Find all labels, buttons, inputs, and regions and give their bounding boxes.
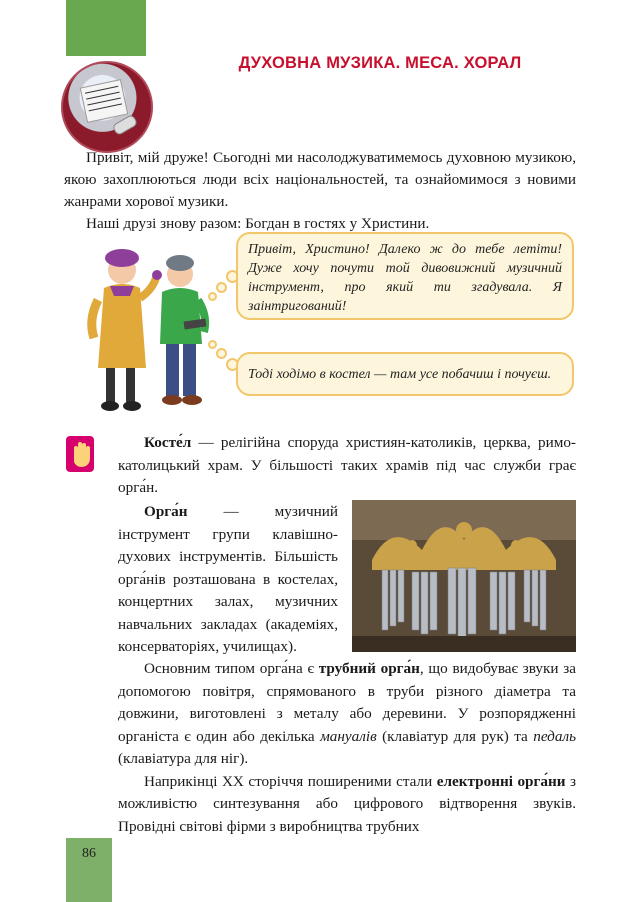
organ-photo <box>352 500 576 652</box>
text-run: Основним типом орга́на є <box>144 660 319 677</box>
speech-bubble-bogdan: Привіт, Христино! Далеко ж до тебе летіти! Дуже хочу почути той дивовижний музичний інструмент, про який ти згадувала. Я заінтригований! <box>236 232 574 320</box>
organ-definition <box>118 501 338 659</box>
bubble-tail-dot <box>208 292 217 301</box>
paragraph-electronic-organ <box>118 771 576 839</box>
speech-bubble-text: Тоді ходімо в костел — там усе побачиш і почуєш. <box>248 366 552 382</box>
text-run: (клавіатура для ніг). <box>118 750 249 767</box>
paragraph-pipe-organ <box>118 658 576 771</box>
text-run: з можливістю синтезування або цифрового відтворення звуків. Провідні світові фірми з виробництва трубних <box>118 772 576 835</box>
text-run: Наприкінці XX сторіччя поширеними стали <box>144 772 437 790</box>
kostel-definition <box>118 432 576 500</box>
page-number: 86 <box>82 846 96 861</box>
term-pedal: педаль <box>533 727 576 745</box>
term-organ: Орга́н <box>144 503 188 520</box>
sheet-music-icon <box>58 58 156 156</box>
bottom-color-tab <box>66 838 112 902</box>
bubble-tail-dot <box>216 348 227 359</box>
hand-stop-icon <box>66 436 94 472</box>
intro-paragraph-1: Привіт, мій друже! Сьогодні ми насолоджуватимемось духовною музикою, якою захоплюються люди всіх національностей, та ознайомимося з новими жанрами хорової музики. <box>64 149 576 210</box>
main-text <box>118 658 576 838</box>
page-title: ДУХОВНА МУЗИКА. МЕСА. ХОРАЛ <box>238 54 522 72</box>
children-illustration <box>80 240 230 420</box>
term-electronic-organ: електронні орга́ни <box>436 772 566 790</box>
bubble-tail-dot <box>216 282 227 293</box>
intro-paragraph-2: Наші друзі знову разом: Богдан в гостях у Христини. <box>86 215 430 232</box>
top-color-tab <box>66 0 146 56</box>
term-kostel: Косте́л <box>144 434 192 451</box>
text-run: (клавіатур для рук) та <box>376 727 534 745</box>
term-pipe-organ: трубний орга́н <box>318 660 420 677</box>
bubble-tail-dot <box>208 340 217 349</box>
speech-bubble-khrystyna <box>236 352 574 396</box>
organ-definition-text: — музичний інструмент групи клавішно-духових інструментів. Більшість орга́нів розташована в костелах, концертних залах, музичних навчальних закладах (академіях, консерваторіях, училищах). <box>118 503 338 655</box>
kostel-definition-text: — релігійна споруда християн-католиків, церква, римо-католицький храм. У більшості таких храмів під час служби грає орга́н. <box>118 434 576 496</box>
text-run: , що видобуває звуки за допомогою повітря, спрямованого в труби різного діаметра та довжини, виготовлені з металу або деревини. У розпорядженні органіста є один або декілька <box>118 660 576 745</box>
term-manuals: мануалів <box>320 727 377 745</box>
intro-text <box>64 147 576 235</box>
